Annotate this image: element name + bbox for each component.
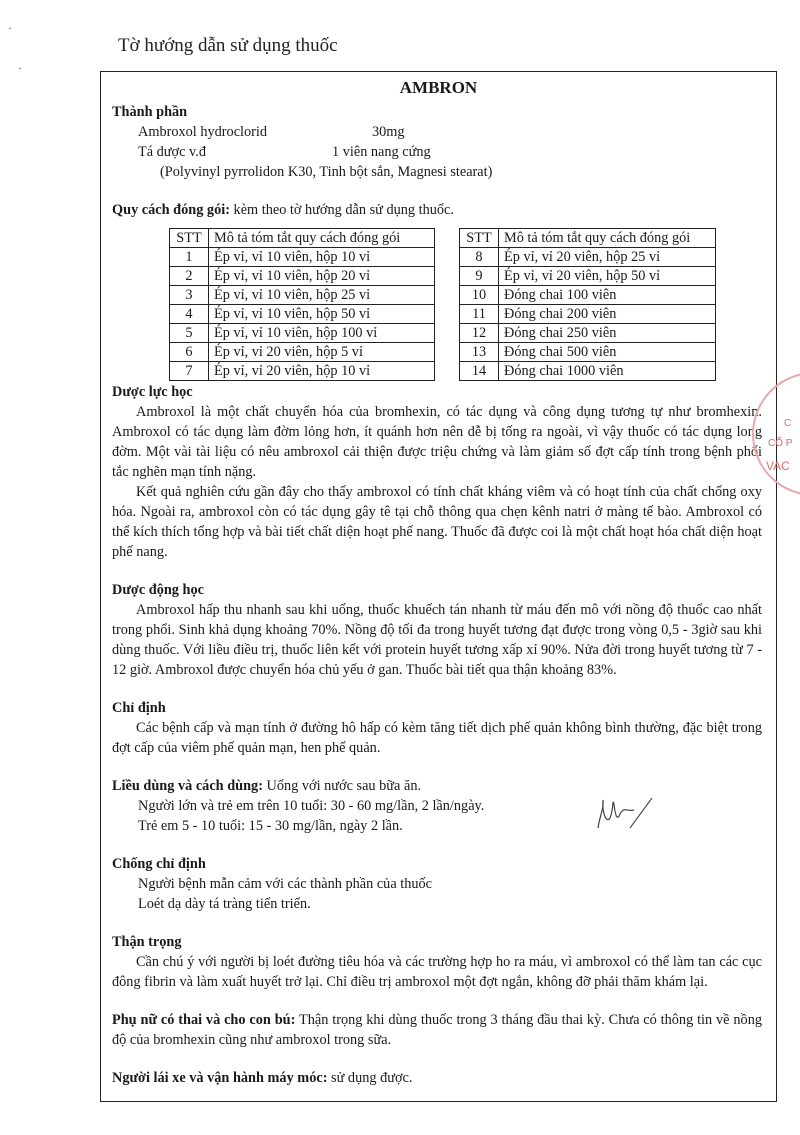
pharmacokinetics-heading: Dược động học — [112, 582, 204, 598]
row-description: Đóng chai 100 viên — [499, 286, 716, 305]
pharmacodynamics-heading: Dược lực học — [112, 384, 193, 400]
dosage-line — [112, 776, 762, 796]
table-row — [460, 267, 716, 286]
column-header-stt: STT — [460, 229, 499, 248]
dosage-child: Trẻ em 5 - 10 tuổi: 15 - 30 mg/lần, ngày 2 lần. — [138, 818, 403, 834]
table-row — [170, 248, 435, 267]
driving-line — [112, 1068, 762, 1088]
row-number: 11 — [460, 305, 499, 324]
drug-name-heading: AMBRON — [399, 78, 478, 97]
table-row — [460, 248, 716, 267]
ingredient-name: Ambroxol hydroclorid — [138, 124, 268, 140]
row-description: Đóng chai 200 viên — [499, 305, 716, 324]
table-row — [460, 305, 716, 324]
row-number: 10 — [460, 286, 499, 305]
row-number: 4 — [170, 305, 209, 324]
row-number: 9 — [460, 267, 499, 286]
pharmacokinetics-paragraph: Ambroxol hấp thu nhanh sau khi uống, thuốc khuếch tán nhanh từ máu đến mô với nồng độ thuốc cao nhất trong phổi. Sinh khả dụng khoảng 70%. Nồng độ tối đa trong huyết tương đạt được trong vòng 0,5 - 3giờ sau khi dùng thuốc. Với liều điều trị, thuốc liên kết với protein huyết tương xấp xỉ 90%. Nửa đời trong huyết tương từ 7 - 12 giờ. Ambroxol được chuyển hóa chủ yếu ở gan. Thuốc bài tiết qua thận khoảng 83%. — [112, 602, 762, 678]
precautions-heading: Thận trọng — [112, 934, 182, 950]
driving-heading: Người lái xe và vận hành máy móc: — [112, 1070, 328, 1086]
composition-heading: Thành phần — [112, 104, 188, 120]
document-title: Tờ hướng dẫn sử dụng thuốc — [118, 35, 338, 56]
leaflet-frame — [100, 71, 777, 1102]
packaging-tables — [112, 220, 762, 382]
row-number: 8 — [460, 248, 499, 267]
leaflet-content — [112, 102, 762, 1088]
pregnancy-text: Thận trọng khi dùng thuốc trong 3 tháng đầu thai kỳ. Chưa có thông tin về nồng độ của bromhexin cũng như ambroxol trong sữa. — [112, 1012, 762, 1048]
table-row — [170, 362, 435, 381]
pharmacodynamics-paragraph: Kết quả nghiên cứu gần đây cho thấy ambroxol có tính chất kháng viêm và có hoạt tính của chất chống oxy hóa. Ngoài ra, ambroxol còn có tác dụng gây tê tại chỗ thông qua chẹn kênh natri ở màng tế bào. Ambroxol có thể kích thích tổng hợp và bài tiết chất diện hoạt phế nang. Thuốc đã được coi là một chất hoạt hóa chất diện hoạt phế nang. — [112, 484, 762, 560]
row-description: Ép vỉ, vỉ 20 viên, hộp 5 vỉ — [209, 343, 435, 362]
column-header-description: Mô tả tóm tắt quy cách đóng gói — [499, 229, 716, 248]
packaging-table-right — [459, 228, 716, 381]
precautions-paragraph: Cần chú ý với người bị loét đường tiêu hóa và các trường hợp ho ra máu, vì ambroxol có thể làm tan các cục đông fibrin và làm xuất huyết trở lại. Chỉ điều trị ambroxol một đợt ngắn, không đỡ phải thăm khám lại. — [112, 954, 762, 990]
contraindications-heading: Chống chỉ định — [112, 856, 206, 872]
contraindication-item: Người bệnh mẫn cảm với các thành phần của thuốc — [138, 876, 433, 892]
ingredient-name: Tá dược v.đ — [138, 144, 206, 160]
packaging-text: kèm theo tờ hướng dẫn sử dụng thuốc. — [233, 202, 454, 218]
ingredient-amount: 30mg — [372, 124, 405, 140]
row-number: 7 — [170, 362, 209, 381]
composition-row — [112, 122, 762, 142]
row-number: 5 — [170, 324, 209, 343]
dosage-text: Uống với nước sau bữa ăn. — [266, 778, 422, 794]
row-number: 14 — [460, 362, 499, 381]
row-description: Ép vỉ, vỉ 10 viên, hộp 20 vỉ — [209, 267, 435, 286]
packaging-table-left — [169, 228, 435, 381]
stamp-text: VAC — [766, 459, 790, 473]
row-description: Đóng chai 500 viên — [499, 343, 716, 362]
stamp-text: CỔ P — [768, 438, 793, 449]
stamp-text: C — [784, 418, 792, 429]
table-row — [170, 343, 435, 362]
composition-row — [112, 142, 762, 162]
ingredient-amount: 1 viên nang cứng — [332, 144, 431, 160]
row-description: Đóng chai 250 viên — [499, 324, 716, 343]
row-number: 13 — [460, 343, 499, 362]
contraindication-item: Loét dạ dày tá tràng tiến triển. — [138, 896, 311, 912]
row-description: Ép vỉ, vỉ 20 viên, hộp 25 vỉ — [499, 248, 716, 267]
row-number: 1 — [170, 248, 209, 267]
row-number: 6 — [170, 343, 209, 362]
row-description: Ép vỉ, vỉ 10 viên, hộp 25 vỉ — [209, 286, 435, 305]
column-header-stt: STT — [170, 229, 209, 248]
row-description: Ép vỉ, vỉ 10 viên, hộp 10 vỉ — [209, 248, 435, 267]
table-header-row — [460, 229, 716, 248]
scan-speck: · — [8, 21, 12, 35]
driving-text: sử dụng được. — [331, 1070, 413, 1086]
table-row — [460, 324, 716, 343]
row-description: Ép vỉ, vỉ 20 viên, hộp 10 vỉ — [209, 362, 435, 381]
table-header-row — [170, 229, 435, 248]
packaging-heading: Quy cách đóng gói: — [112, 202, 230, 218]
row-description: Ép vỉ, vỉ 10 viên, hộp 50 vỉ — [209, 305, 435, 324]
row-description: Đóng chai 1000 viên — [499, 362, 716, 381]
table-row — [170, 286, 435, 305]
row-number: 3 — [170, 286, 209, 305]
row-description: Ép vỉ, vỉ 10 viên, hộp 100 vỉ — [209, 324, 435, 343]
column-header-description: Mô tả tóm tắt quy cách đóng gói — [209, 229, 435, 248]
packaging-line — [112, 200, 762, 220]
pharmacodynamics-paragraph: Ambroxol là một chất chuyển hóa của bromhexin, có tác dụng và công dụng tương tự như bromhexin. Ambroxol có tác dụng làm đờm lỏng hơn, ít quánh hơn nên dễ bị tống ra ngoài, vì vậy thuốc có tác dụng long đờm. Một vài tài liệu có nêu ambroxol cải thiện được triệu chứng và làm giảm số đợt cấp tính trong bệnh phổi tắc nghẽn mạn tính nặng. — [112, 404, 762, 480]
pregnancy-paragraph — [112, 1010, 762, 1050]
row-number: 12 — [460, 324, 499, 343]
table-row — [170, 305, 435, 324]
excipients-list: (Polyvinyl pyrrolidon K30, Tinh bột sắn, Magnesi stearat) — [160, 164, 493, 180]
row-description: Ép vỉ, vỉ 20 viên, hộp 50 vỉ — [499, 267, 716, 286]
table-row — [170, 267, 435, 286]
scan-speck: · — [18, 61, 22, 75]
pregnancy-heading: Phụ nữ có thai và cho con bú: — [112, 1012, 296, 1028]
row-number: 2 — [170, 267, 209, 286]
indications-heading: Chỉ định — [112, 700, 166, 716]
table-row — [460, 286, 716, 305]
dosage-adult: Người lớn và trẻ em trên 10 tuổi: 30 - 60 mg/lần, 2 lần/ngày. — [138, 798, 485, 814]
table-row — [460, 362, 716, 381]
handwritten-initials — [590, 790, 660, 840]
indications-paragraph: Các bệnh cấp và mạn tính ở đường hô hấp có kèm tăng tiết dịch phế quản không bình thường, đặc biệt trong đợt cấp của viêm phế quản mạn, hen phế quản. — [112, 720, 762, 756]
table-row — [170, 324, 435, 343]
dosage-heading: Liều dùng và cách dùng: — [112, 778, 263, 794]
table-row — [460, 343, 716, 362]
